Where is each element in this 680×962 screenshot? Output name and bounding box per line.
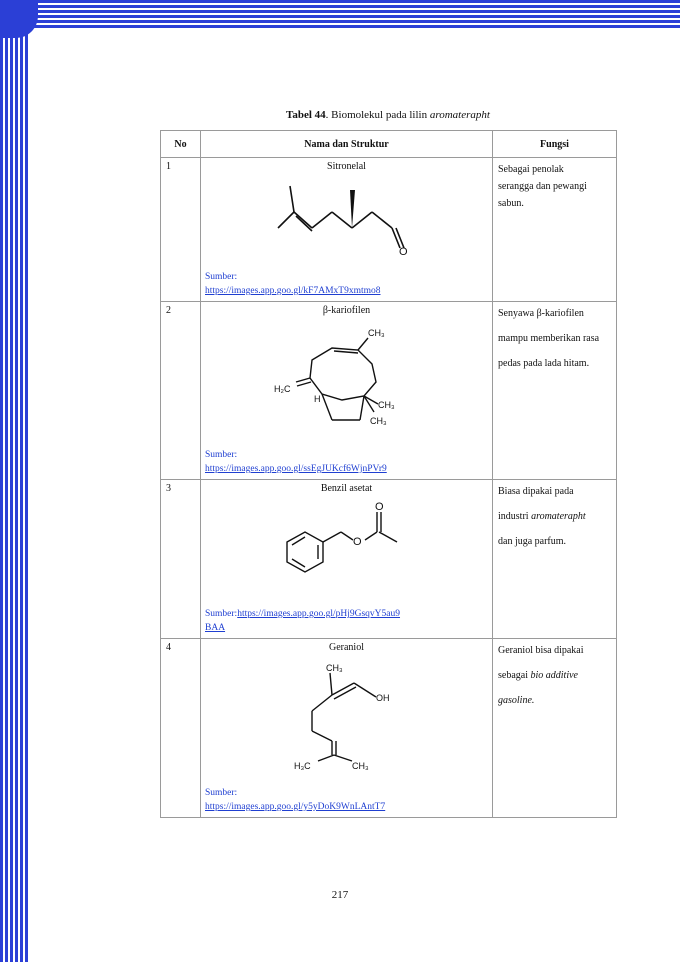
atom-o-ester: O bbox=[352, 536, 362, 548]
row-number: 3 bbox=[161, 480, 201, 639]
source-link[interactable]: https://images.app.goo.gl/kF7AMxT9xmtmo8 bbox=[205, 286, 381, 296]
name-structure-cell bbox=[201, 639, 493, 818]
row-number: 4 bbox=[161, 639, 201, 818]
function-italic: gasoline. bbox=[498, 695, 535, 706]
atom-ch3-top: CH₃ bbox=[325, 663, 343, 673]
source-label: Sumber: bbox=[205, 450, 238, 460]
function-line: dan juga parfum. bbox=[498, 536, 567, 547]
function-line: sabun. bbox=[498, 198, 524, 209]
function-text: industri bbox=[498, 511, 532, 522]
function-cell bbox=[493, 302, 617, 480]
atom-h2c: H₂C bbox=[273, 384, 290, 394]
compound-name: Geraniol bbox=[329, 642, 364, 653]
function-cell bbox=[493, 158, 617, 302]
source-link-tail[interactable]: BAA bbox=[205, 623, 226, 633]
atom-o-carbonyl: O bbox=[374, 501, 384, 513]
name-structure-cell bbox=[201, 480, 493, 639]
compound-name: Benzil asetat bbox=[320, 483, 373, 494]
function-line: serangga dan pewangi bbox=[498, 181, 587, 192]
function-line: Geraniol bisa dipakai bbox=[498, 645, 584, 656]
source-block bbox=[205, 448, 387, 476]
citronellal-structure-image bbox=[272, 176, 422, 256]
name-structure-cell bbox=[201, 158, 493, 302]
table-row bbox=[161, 639, 617, 818]
table-row bbox=[161, 480, 617, 639]
source-block bbox=[205, 607, 400, 635]
benzyl-acetate-structure-image bbox=[267, 498, 427, 588]
table-row bbox=[161, 158, 617, 302]
decorative-left-stripes bbox=[0, 0, 30, 962]
page-number: 217 bbox=[331, 889, 349, 901]
caption-italic: aromaterapht bbox=[429, 109, 490, 121]
function-line: mampu memberikan rasa bbox=[498, 333, 600, 344]
header-name: Nama dan Struktur bbox=[201, 131, 493, 158]
source-link[interactable]: https://images.app.goo.gl/ssEgJUKcf6WjnPVr9 bbox=[205, 464, 387, 474]
function-line bbox=[498, 508, 611, 525]
atom-ch3-top: CH₃ bbox=[367, 328, 385, 338]
atom-ch3: CH₃ bbox=[369, 416, 387, 426]
atom-o: O bbox=[398, 246, 408, 256]
source-link[interactable]: https://images.app.goo.gl/y5yDoK9WnLAntT7 bbox=[205, 802, 386, 812]
atom-oh: OH bbox=[375, 693, 389, 703]
function-line bbox=[498, 692, 611, 709]
function-italic: aromaterapht bbox=[531, 511, 586, 522]
compound-name: Sitronelal bbox=[327, 161, 366, 172]
decorative-top-stripes bbox=[0, 0, 680, 30]
biomolecule-table bbox=[160, 130, 617, 818]
source-block bbox=[205, 270, 381, 298]
caption-text: . Biomolekul pada lilin bbox=[325, 109, 430, 121]
function-line: pedas pada lada hitam. bbox=[498, 358, 590, 369]
caption-label: Tabel 44 bbox=[286, 109, 326, 121]
name-structure-cell bbox=[201, 302, 493, 480]
function-cell bbox=[493, 480, 617, 639]
table-caption bbox=[160, 109, 616, 121]
header-no: No bbox=[161, 131, 201, 158]
caryophyllene-structure-image bbox=[272, 320, 422, 432]
function-line bbox=[498, 667, 611, 684]
row-number: 1 bbox=[161, 158, 201, 302]
atom-ch3: CH₃ bbox=[377, 400, 395, 410]
source-block bbox=[205, 786, 385, 814]
source-link[interactable]: https://images.app.goo.gl/pHj9GsqvY5au9 bbox=[237, 609, 401, 619]
row-number: 2 bbox=[161, 302, 201, 480]
table-header-row bbox=[161, 131, 617, 158]
table-row bbox=[161, 302, 617, 480]
atom-h: H bbox=[313, 394, 320, 404]
function-line: Biasa dipakai pada bbox=[498, 486, 574, 497]
function-line: Sebagai penolak bbox=[498, 164, 564, 175]
function-italic: bio additive bbox=[530, 670, 578, 681]
source-label: Sumber: bbox=[205, 272, 238, 282]
compound-name: β-kariofilen bbox=[322, 305, 371, 316]
function-cell bbox=[493, 639, 617, 818]
function-text: sebagai bbox=[498, 670, 531, 681]
source-label: Sumber: bbox=[205, 788, 238, 798]
source-label: Sumber: bbox=[205, 609, 238, 619]
atom-h3c: H₃C bbox=[293, 761, 311, 771]
geraniol-structure-image bbox=[272, 657, 422, 772]
header-function: Fungsi bbox=[493, 131, 617, 158]
atom-ch3-bottom: CH₃ bbox=[351, 761, 369, 771]
decorative-corner bbox=[0, 0, 38, 38]
function-line: Senyawa β-kariofilen bbox=[498, 308, 584, 319]
